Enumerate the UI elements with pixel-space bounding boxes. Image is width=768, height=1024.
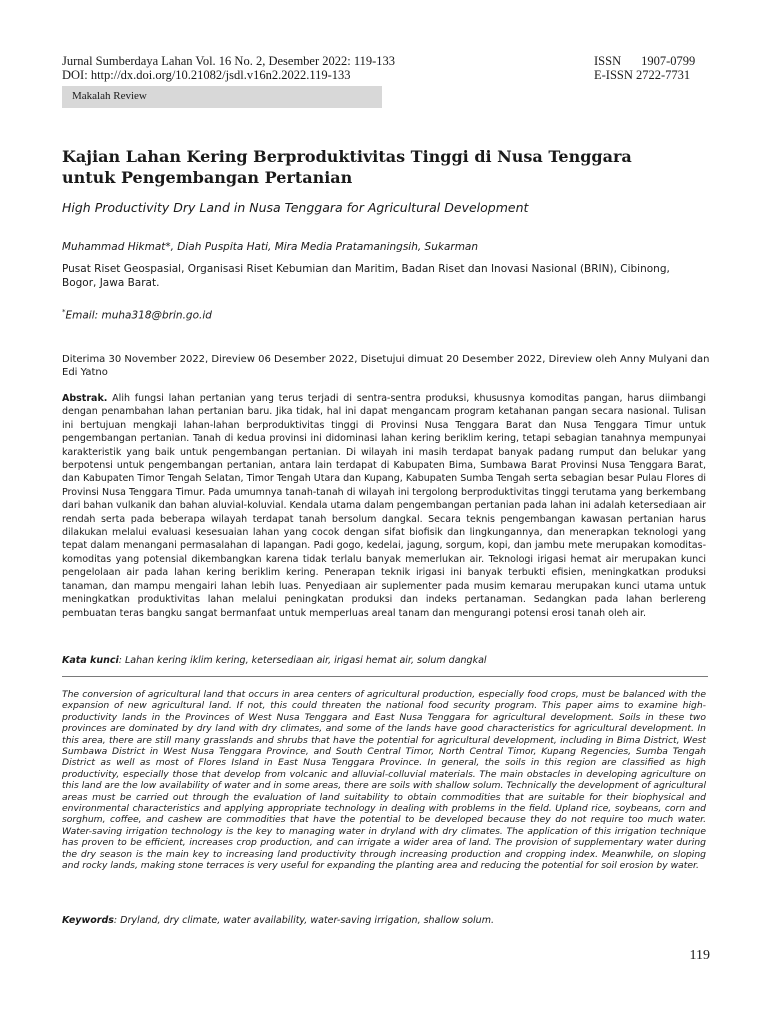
article-subtitle-en: High Productivity Dry Land in Nusa Tenggara for Agricultural Development — [62, 200, 529, 215]
keywords-id — [62, 654, 702, 667]
affiliation: Pusat Riset Geospasial, Organisasi Riset Kebumian dan Maritim, Badan Riset dan Inovasi Nasional (BRIN), Cibinong, Bogor, Jawa Barat. — [62, 263, 670, 289]
keywords-id-label: Kata kunci — [62, 655, 119, 666]
page-number: 119 — [689, 948, 710, 963]
journal-citation: Jurnal Sumberdaya Lahan Vol. 16 No. 2, Desember 2022: 119-133 — [62, 54, 396, 68]
doi-link[interactable]: DOI: http://dx.doi.org/10.21082/jsdl.v16n2.2022.119-133 — [62, 68, 351, 82]
article-type-band — [62, 86, 382, 108]
abstract-id — [62, 392, 706, 620]
article-title: Kajian Lahan Kering Berproduktivitas Tinggi di Nusa Tenggara untuk Pengembangan Pertanian — [62, 147, 632, 187]
issn-label: ISSN — [594, 54, 622, 68]
keywords-en-label: Keywords — [62, 915, 114, 926]
running-header — [62, 54, 702, 82]
corresponding-email — [62, 305, 702, 323]
article-type-label: Makalah Review — [72, 90, 147, 102]
section-divider — [62, 676, 708, 677]
issn — [594, 54, 702, 68]
keywords-en — [62, 914, 702, 927]
review-dates: Diterima 30 November 2022, Direview 06 Desember 2022, Disetujui dimuat 20 Desember 2022, Direview oleh Anny Mulyani dan Edi Yatno — [62, 354, 710, 378]
abstract-id-text: Alih fungsi lahan pertanian yang terus terjadi di sentra-sentra produksi, khususnya komoditas pangan, harus diimbangi dengan penambahan lahan pertanian baru. Jika tidak, hal ini dapat mengancam program ketahanan pangan secara nasional. Tulisan ini bertujuan mengkaji lahan-lahan berproduktivitas tinggi di Provinsi Nusa Tenggara Barat dan Nusa Tenggara Timur untuk pengembangan pertanian. Tanah di kedua provinsi ini didominasi lahan kering beriklim kering, tetapi sebagian tanahnya mempunyai karakteristik yang baik untuk pengembangan pertanian. Di wilayah ini masih terdapat banyak padang rumput dan belukar yang berpotensi untuk pengembangan pertanian, antara lain terdapat di Kabupaten Bima, Sumbawa Barat Provinsi Nusa Tenggara Barat, dan Kabupaten Timor Tengah Selatan, Timor Tengah Utara dan Kupang, Kabupaten Sumba Tengah serta sebagian besar Pulau Flores di Provinsi Nusa Tenggara Timur. Pada umumnya tanah-tanah di wilayah ini tergolong berproduktivitas tinggi terutama yang berkembang dari bahan vulkanik dan bahan aluvial-koluvial. Kendala utama dalam pengembangan pertanian pada lahan ini adalah ketersediaan air rendah serta pada beberapa wilayah terdapat tanah bersolum dangkal. Secara teknis pengembangan kawasan pertanian harus dilakukan melalui evaluasi kesesuaian lahan yang cocok dengan sifat biofisik dan lingkungannya, dan menerapkan teknologi yang tepat dalam menangani permasalahan di lapangan. Padi gogo, kedelai, jagung, sorgum, kopi, dan jambu mete merupakan komoditas-komoditas yang potensial dikembangkan karena tidak terlalu banyak memerlukan air. Teknologi irigasi hemat air merupakan kunci pengelolaan air pada lahan kering beriklim kering. Penerapan teknik irigasi ini banyak terbukti efisien, meningkatkan produksi tanaman, dan mampu mengairi lahan lebih luas. Penyediaan air suplementer pada musim kemarau merupakan kunci utama untuk meningkatkan produktivitas lahan melalui peningkatan produksi dan indeks pertanaman. Sedangkan pada lahan berlereng pembuatan teras bangku sangat bermanfaat untuk memperluas areal tanam dan mengurangi potensi erosi tanah oleh air. — [62, 393, 706, 619]
abstract-en: The conversion of agricultural land that occurs in area centers of agricultural production, especially food crops, must be balanced with the expansion of new agricultural land. If not, this could threaten the national food security program. This paper aims to examine high-productivity lands in the Provinces of West Nusa Tenggara and East Nusa Tenggara for agricultural development. Soils in these two provinces are dominated by dry land with dry climates, and some of the lands have good characteristics for agricultural development. In this area, there are still many grasslands and shrubs that have the potential for agricultural development, including in Bima District, West Sumbawa District in West Nusa Tenggara Province, and South Central Timor, North Central Timor, Kupang Regencies, Sumba Tengah District as well as most of Flores Island in East Nusa Tenggara Province. In general, the soils in this region are classified as high productivity, especially those that develop from volcanic and alluvial-colluvial materials. The main obstacles in developing agriculture on this land are the low availability of water and in some areas, there are soils with shallow solum. Technically the development of agricultural areas must be carried out through the evaluation of land suitability to obtain commodities that are suitable for their biophysical and environmental characteristics and applying appropriate technology in dealing with problems in the field. Upland rice, soybeans, corn and sorghum, coffee, and cashew are commodities that have the potential to be developed because they do not require too much water. Water-saving irrigation technology is the key to managing water in dryland with dry climates. The application of this irrigation technique has proven to be efficient, increases crop production, and can irrigate a wider area of land. The provision of supplementary water during the dry season is the main key to increasing land productivity through increasing production and cropping index. Meanwhile, on sloping and rocky lands, making stone terraces is very useful for expanding the planting area and reducing the potential for soil erosion by water. — [62, 689, 706, 872]
email-text[interactable]: Email: muha318@brin.go.id — [65, 309, 212, 322]
author-list: Muhammad Hikmat*, Diah Puspita Hati, Mira Media Pratamaningsih, Sukarman — [62, 241, 479, 253]
issn-value: 1907-0799 — [641, 54, 696, 68]
email-marker: * — [62, 308, 66, 316]
eissn: E-ISSN 2722-7731 — [594, 68, 691, 82]
abstract-id-label: Abstrak. — [62, 393, 108, 404]
keywords-en-text: : Dryland, dry climate, water availability, water-saving irrigation, shallow solum. — [113, 915, 494, 926]
keywords-id-text: : Lahan kering iklim kering, ketersediaan air, irigasi hemat air, solum dangkal — [118, 655, 487, 666]
